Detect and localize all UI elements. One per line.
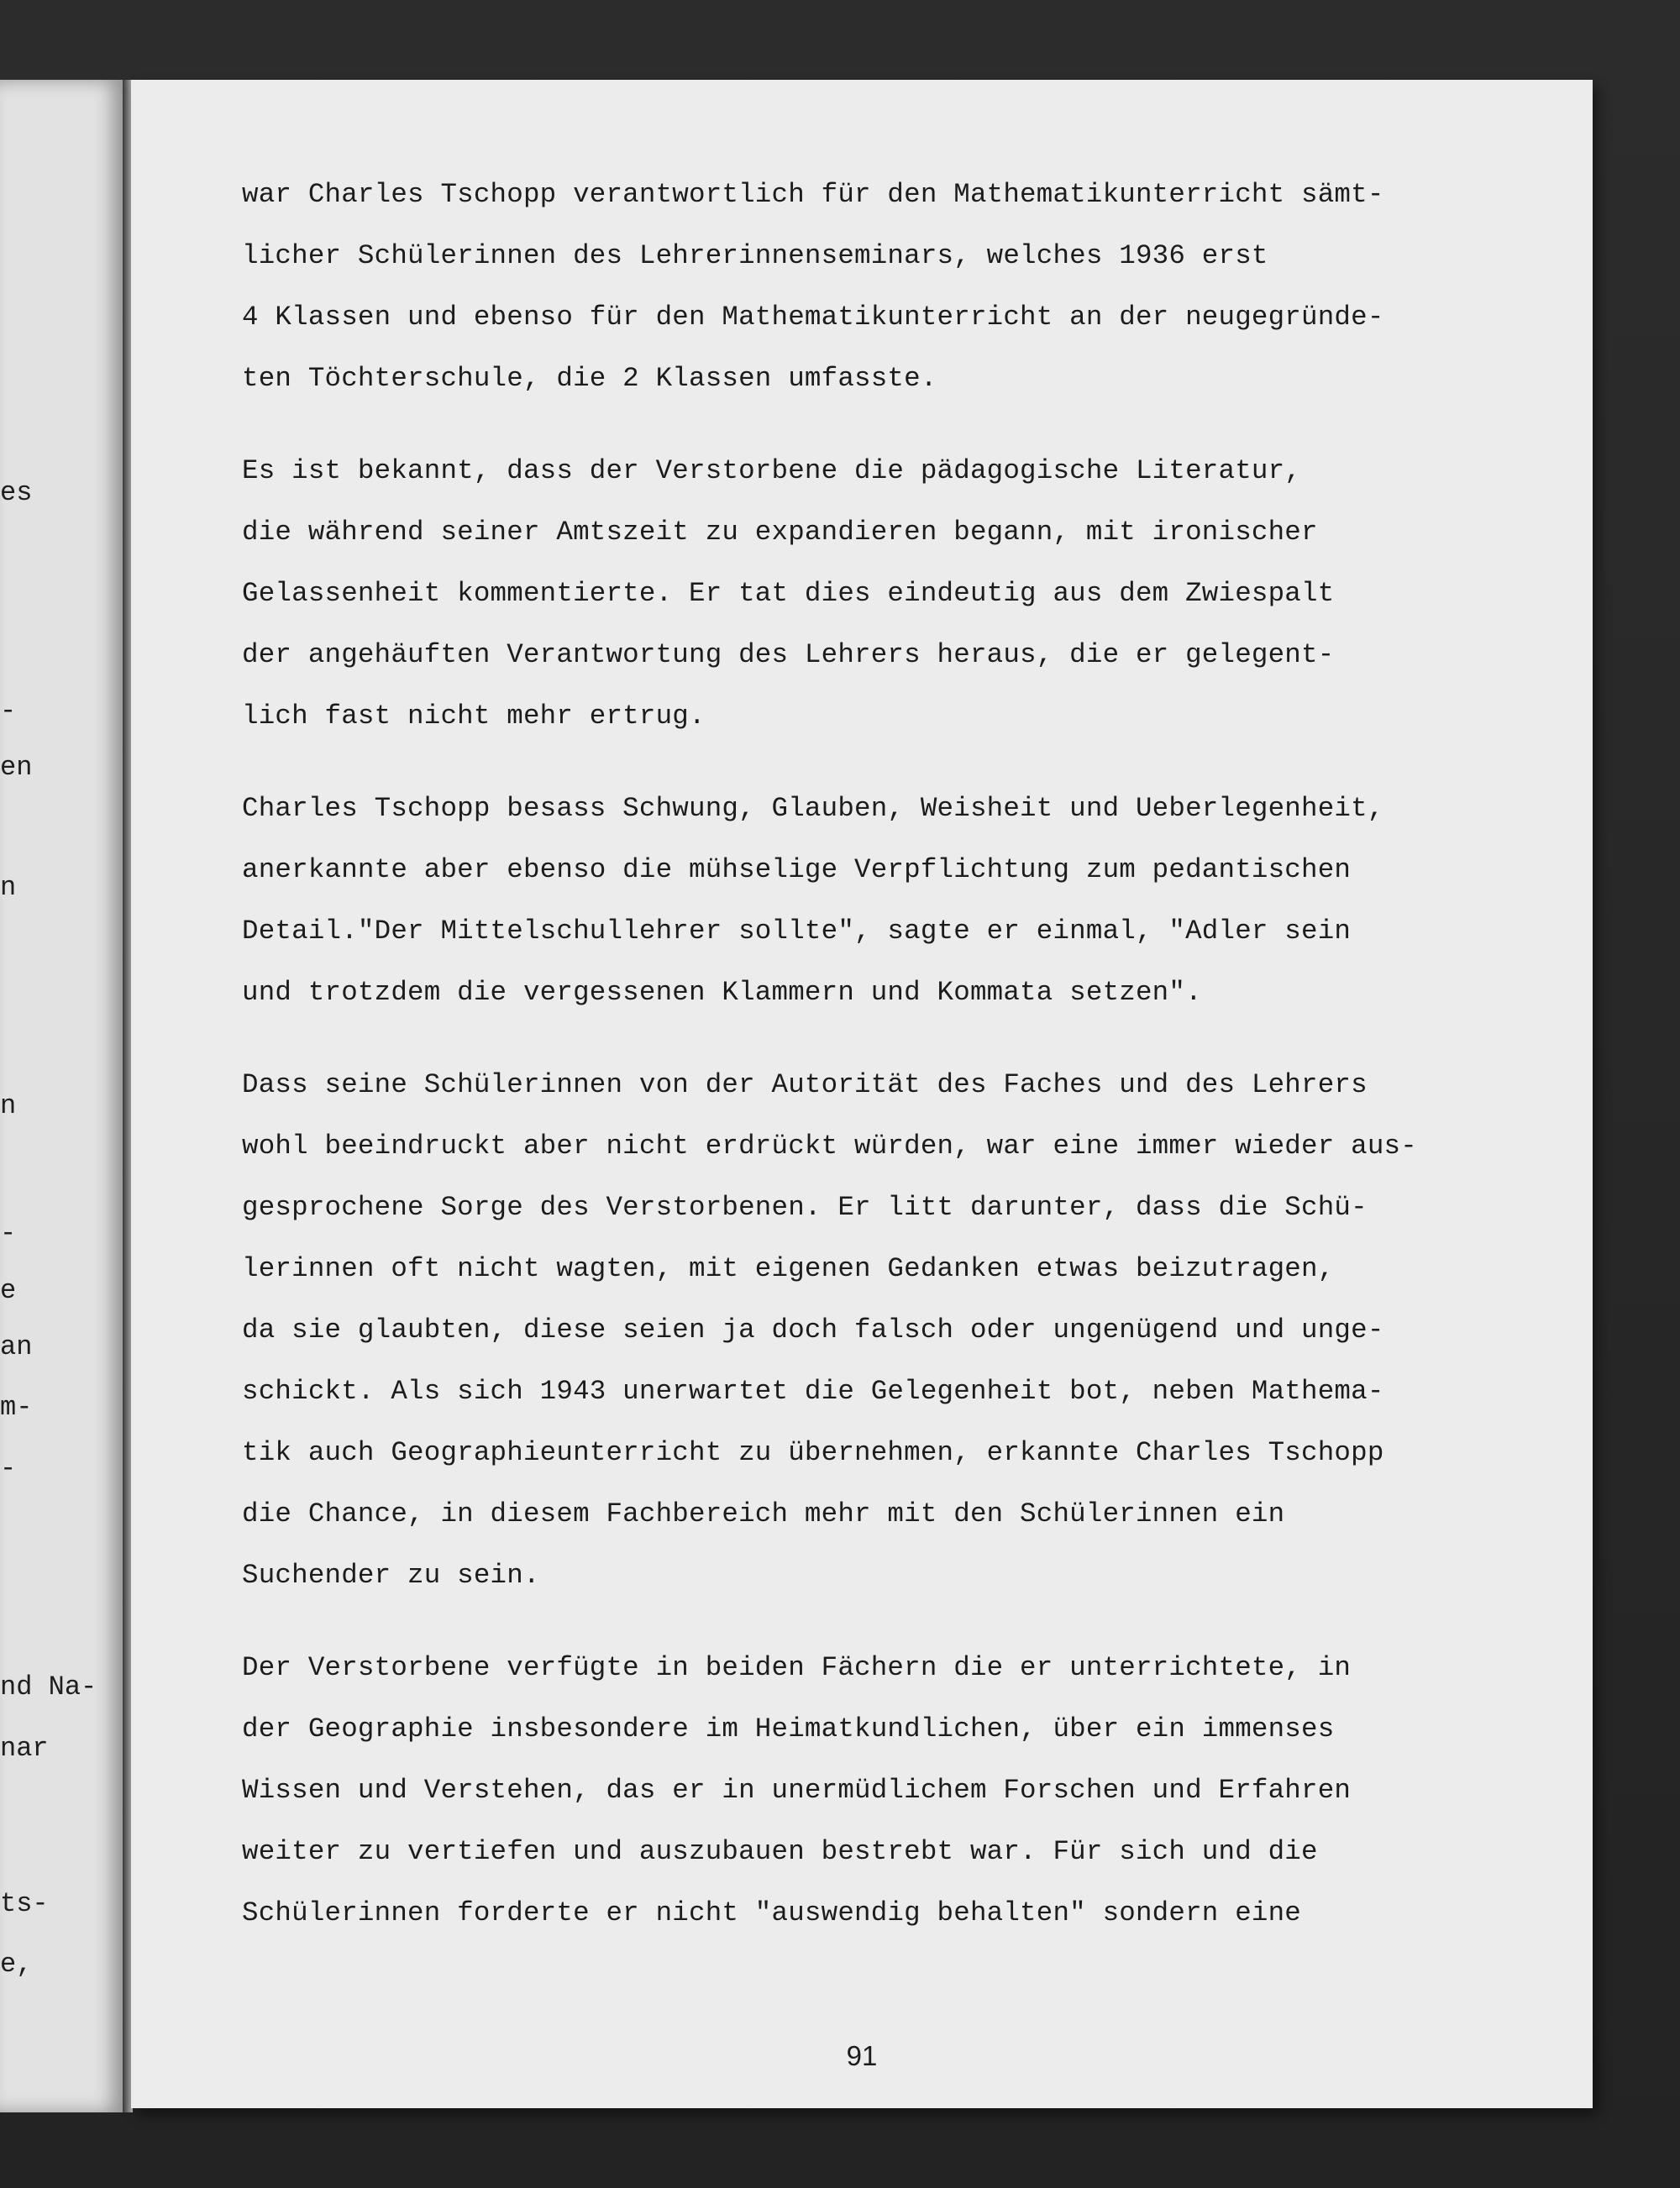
text-line: Suchender zu sein. xyxy=(242,1560,540,1591)
left-page-fragment: - xyxy=(0,1218,17,1249)
text-line: die Chance, in diesem Fachbereich mehr mit den Schülerinnen ein xyxy=(242,1498,1285,1530)
text-line: wohl beeindruckt aber nicht erdrückt würden, war eine immer wieder aus- xyxy=(242,1131,1417,1162)
left-page-fragment: nd Na- xyxy=(0,1671,97,1703)
text-line: der Geographie insbesondere im Heimatkundlichen, über ein immenses xyxy=(242,1713,1335,1745)
left-page-fragment: en xyxy=(0,752,33,783)
left-page-fragment: an xyxy=(0,1331,33,1362)
page-number: 91 xyxy=(846,2040,878,2071)
text-line: Der Verstorbene verfügte in beiden Fächern die er unterrichtete, in xyxy=(242,1652,1352,1683)
left-page-fragment: e, xyxy=(0,1949,33,1980)
text-line: Wissen und Verstehen, das er in unermüdlichem Forschen und Erfahren xyxy=(242,1775,1352,1806)
text-line: und trotzdem die vergessenen Klammern und Kommata setzen". xyxy=(242,977,1202,1008)
text-line: Detail."Der Mittelschullehrer sollte", sagte er einmal, "Adler sein xyxy=(242,916,1352,947)
text-line: tik auch Geographieunterricht zu übernehmen, erkannte Charles Tschopp xyxy=(242,1437,1384,1468)
left-page-edge xyxy=(0,80,124,2112)
left-page-fragment: - xyxy=(0,695,17,727)
text-line: licher Schülerinnen des Lehrerinnenseminars, welches 1936 erst xyxy=(242,240,1268,271)
text-line: schickt. Als sich 1943 unerwartet die Gelegenheit bot, neben Mathema- xyxy=(242,1376,1384,1407)
text-line: da sie glaubten, diese seien ja doch falsch oder ungenügend und unge- xyxy=(242,1314,1384,1346)
text-line: Gelassenheit kommentierte. Er tat dies eindeutig aus dem Zwiespalt xyxy=(242,578,1335,609)
left-page-fragment: ts- xyxy=(0,1888,49,1919)
text-line: Schülerinnen forderte er nicht "auswendig behalten" sondern eine xyxy=(242,1897,1302,1928)
text-line: der angehäuften Verantwortung des Lehrers heraus, die er gelegent- xyxy=(242,639,1335,670)
text-line: lerinnen oft nicht wagten, mit eigenen Gedanken etwas beizutragen, xyxy=(242,1253,1335,1284)
left-page-fragment: es xyxy=(0,477,33,508)
text-line: ten Töchterschule, die 2 Klassen umfasste. xyxy=(242,363,937,394)
main-page xyxy=(131,80,1593,2108)
text-line: Charles Tschopp besass Schwung, Glauben, Weisheit und Ueberlegenheit, xyxy=(242,793,1384,824)
text-line: Dass seine Schülerinnen von der Autorität des Faches und des Lehrers xyxy=(242,1069,1368,1100)
left-page-fragment: n xyxy=(0,872,17,903)
left-page-fragment: e xyxy=(0,1275,17,1306)
left-page-fragment: m- xyxy=(0,1392,33,1423)
text-line: war Charles Tschopp verantwortlich für den Mathematikunterricht sämt- xyxy=(242,179,1384,210)
text-line: lich fast nicht mehr ertrug. xyxy=(242,700,706,732)
text-line: 4 Klassen und ebenso für den Mathematikunterricht an der neugegründe- xyxy=(242,302,1384,333)
left-page-fragment: n xyxy=(0,1090,17,1121)
left-page-fragment: - xyxy=(0,1453,17,1484)
text-line: anerkannte aber ebenso die mühselige Verpflichtung zum pedantischen xyxy=(242,854,1352,885)
text-line: gesprochene Sorge des Verstorbenen. Er litt darunter, dass die Schü- xyxy=(242,1192,1368,1223)
text-line: weiter zu vertiefen und auszubauen bestrebt war. Für sich und die xyxy=(242,1836,1318,1867)
text-line: Es ist bekannt, dass der Verstorbene die pädagogische Literatur, xyxy=(242,455,1302,486)
left-page-fragment: nar xyxy=(0,1733,49,1764)
text-line: die während seiner Amtszeit zu expandieren begann, mit ironischer xyxy=(242,517,1318,548)
